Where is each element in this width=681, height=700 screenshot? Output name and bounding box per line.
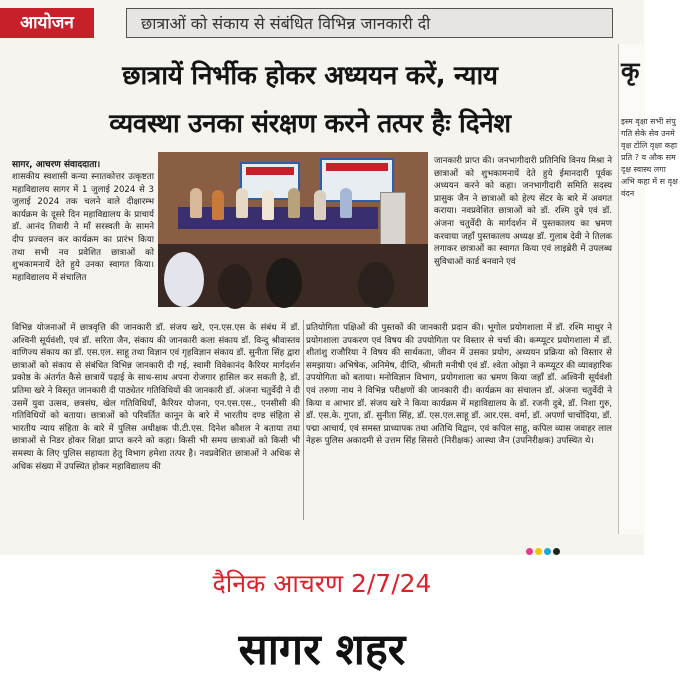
byline: सागर, आचरण संवाददाता।: [12, 160, 101, 170]
headline-line-1: छात्रायें निर्भीक होकर अध्ययन करें, न्याय: [122, 61, 498, 91]
event-photo: [158, 152, 428, 307]
city-section-title: सागर शहर: [238, 625, 406, 675]
headline-line-2: व्यवस्था उनका संरक्षण करने तत्पर हैः दिनेश: [109, 109, 511, 139]
podium: [380, 192, 406, 252]
adjacent-article-edge: [618, 44, 678, 534]
adjacent-headline-fragment: कृ: [621, 57, 640, 85]
kicker-headline: छात्राओं को संकाय से संबंधित विभिन्न जानकारी दी: [126, 8, 613, 38]
adjacent-text-fragment: इस्म वृक्षा सभी संपु गति सेके सेव उनमे वृक्ष टोलि वृक्षा कहा प्रति ? य औक सम दृक्ष स्वास्थ लगा अभि कहा में स वृक्ष वंदन: [621, 117, 678, 198]
article-column-1: शासकीय स्वशासी कन्या स्नातकोत्तर उत्कृष्टता महाविद्यालय सागर में 1 जुलाई 2024 से 3 जुलाई 2024 तक चलने वाले दीक्षारम्भ कार्यक्रम के दूसरे दिन महाविद्यालय के प्राचार्य डॉ. आनंद तिवारी ने माँ सरस्वती के सामने दीप प्रज्वलन कर कार्यक्रम का प्रारंभ किया तथा सभी नव प्रवेशित छात्राओं को शुभकामनायें देते हुये उनका स्वागत किया। महाविद्यालय में संचालित: [12, 172, 154, 283]
article-column-3: प्रतियोगिता पक्षिओं की पुस्तकों की जानकारी प्रदान की। भूगोल प्रयोगशाला में डॉ. रश्मि माथुर ने प्रयोगशाला उपकरण एवं विषय की उपयोगिता पर विस्तार से चर्चा की। कम्प्यूटर प्रयोगशाला में डॉ. शीतांशु राजौरिया ने विषय की सार्थकता, जीवन में उसका प्रयोग, अध्ययन प्रक्रिया को विस्तार से समझाया। अभिषेक, अनिमेष, दीप्ति, श्रीमती मनीषी एवं डॉ. श्वेता ओझा ने कम्प्यूटर की व्यावहारिक उपयोगिता को बताया। मनोविज्ञान विभाग, प्रयोगशाला का भ्रमण किया जहाँ डॉ. अश्विनी सूर्यवंशी एवं तरुणा नाथ ने विभिन्न परीक्षणों की जानकारी दी। कार्यक्रम का संचालन डॉ. अंजना चतुर्वेदी ने किया व आभार डॉ. संजय खरे ने किया कार्यक्रम में महाविद्यालय के डॉ. रजनी दुबे, डॉ. निशा गुरु, डॉ. एस.के. गुप्ता, डॉ. सुनीता सिंह, डॉ. एस.एल.साहू डॉ. आर.एस. वर्मा, डॉ. अपर्णा चाचोंदिया, डॉ. पद्मा आचार्य, एवं समस्त प्राध्यापक तथा अतिथि विद्वान, एवं कपिल साहू, कपिल व्यास जवाहर लाल नेहरू पुलिस अकादमी से उत्तम सिंह सिसरो (निरीक्षक) आस्था जैन (उपनिरीक्षक) उपस्थित थे।: [306, 323, 612, 447]
newspaper-date: दैनिक आचरण 2/7/24: [212, 569, 432, 598]
column-divider: [303, 320, 304, 520]
article-column-4: जानकारी प्राप्त की। जनभागीदारी प्रतिनिधि विनय मिश्रा ने छात्राओं को शुभकामनायें देते हुये ईमानदारी पूर्वक अध्ययन करने को कहा। जनभागीदारी समिति सदस्य प्रासुक जैन ने छात्राओं को हेल्प सेंटर के बारे में अवगत कराया। नवप्रवेशित छात्राओं को डॉ. रश्मि दुबे एवं डॉ. अंजना चतुर्वेदी के मार्गदर्शन में पुस्तकालय का भ्रमण करवाया जहाँ पुस्तकालय अध्यक्ष डॉ. गुलाब देवी ने तिलक लगाकर छात्राओं का स्वागत किया एवं लाइब्रेरी में उपलब्ध सुविधाओं कार्ड बनवाने एवं: [434, 156, 612, 267]
article-column-2: विभिन्न योजनाओं में छात्रवृत्ति की जानकारी डॉ. संजय खरे, एन.एस.एस के संबंध में डॉ. अश्विनी सूर्यवंशी, एवं डॉ. सरिता जैन, संकाय की जानकारी कला संकाय डॉ. विन्दु श्रीवास्तव वाणिज्य संकाय का डॉ. एस.एल. साहू तथा विज्ञान एवं गृहविज्ञान संकाय डॉ. सुनीता सिंह द्वारा छात्राओं को संकाय से संबंधित विभिन्न जानकारी दी गई, स्वामी विवेकानंद कैरियर मार्गदर्शन प्रकोष्ठ के अंतर्गत कैसे छात्रायें पढ़ाई के साथ-साथ अपना रोजगार हासिल कर सकती है, डॉ. प्रतिमा खरे ने विस्तृत जानकारी दी पाठ्येतर गतिविधियों की जानकारी डॉ. अंजना चतुर्वेदी ने दी उसमें युवा उत्सव, छत्रसंघ, खेल गतिविधियाँ, कैरियर योजना, एन.एस.एस., एनसीसी की गतिविधियों को बताया। छात्राओं को परिवर्तित कानून के बारे में भारतीय दण्ड संहिता से भारतीय न्याय संहिता के बारे में पुलिस अधीक्षक पी.टी.एस. दिनेश कौशल ने बताया तथा छात्राओं से निडर होकर शिक्षा प्राप्त करने को कहा। किसी भी समय छात्राओं को किसी भी समस्या के लिए पुलिस सहायता हेतु विभाग हमेशा तत्पर है। नवप्रवेशित छात्राओं ने अधिक से अधिक संख्या में उपस्थित होकर महाविद्यालय की: [12, 323, 300, 472]
print-registration-dots: [526, 540, 562, 559]
section-tag: आयोजन: [0, 8, 94, 38]
